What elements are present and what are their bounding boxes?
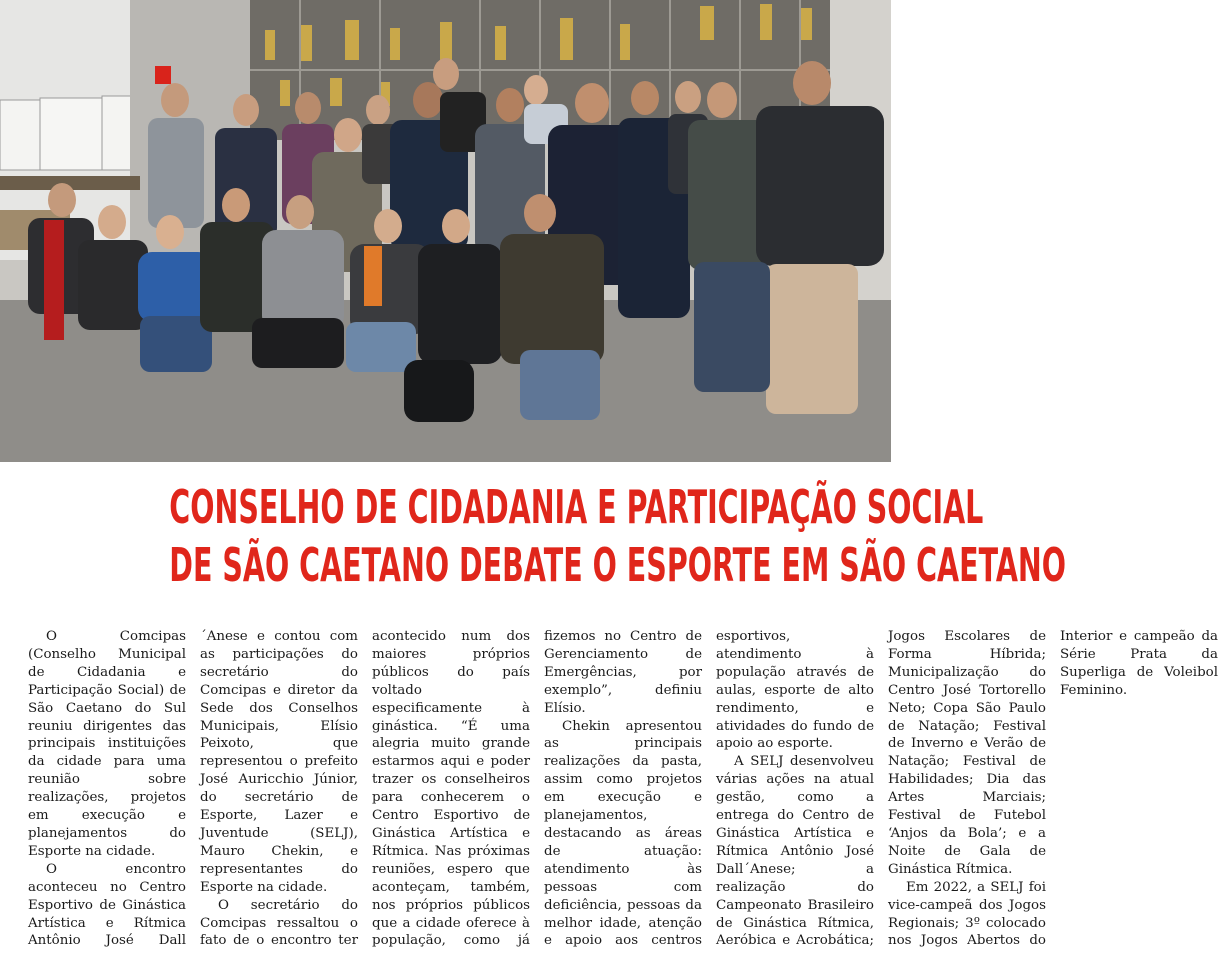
article-paragraph: O Comcipas (Conselho Municipal de Cidadania e Participação Social) de São Caetano do Sul reuniu dirigentes das principais instituições da cidade para uma reunião sobre realizações, projetos em execução e planejamentos do Esporte na cidade. [28, 629, 186, 859]
group-photo [0, 0, 891, 462]
headline-line-1: CONSELHO DE CIDADANIA E PARTICIPAÇÃO SOCIAL [169, 480, 984, 534]
article-paragraph: A SELJ desenvolveu várias ações na atual gestão, como a entrega do Centro de Ginástica Artística e Rítmica Antônio José Dall´Anese; a realização do Campeonato Brasileiro de Ginástica Rítmica, Aeróbica e Acrobática; Jogos Escolares de Forma Híbrida; Municipalização do Centro José Tortorello Neto; Copa São Paulo de Natação; Festival de Inverno e Verão de Natação; Festival de Habilidades; Dia das Artes Marciais; Festival de Futebol ‘Anjos da Bola’; e a Noite de Gala de Ginástica Rítmica. [716, 629, 1046, 949]
article-paragraph: O secretário do Comcipas ressaltou o fato de o encontro ter acontecido num dos maiores próprios públicos do país voltado especificamente à ginástica. “É uma alegria muito grande estarmos aqui e poder trazer os conselheiros para conhecerem o Centro Esportivo de Ginástica Artística e Rítmica. Nas próximas reuniões, espero que aconteçam, também, nos próprios públicos que a cidade oferece à população, como já fizemos no Centro de Gerenciamento de Emergências, por exemplo”, definiu Elísio. [200, 629, 702, 949]
group-photo-illustration [0, 0, 891, 462]
article-paragraph: Chekin apresentou as principais realizações da pasta, assim como projetos em execução e planejamentos, destacando as áreas de atuação: atendimento às pessoas com deficiência, pessoas da melhor idade, atenção e apoio aos centros esportivos, atendimento à população através de aulas, esporte de alto rendimento, e atividades do fundo de apoio ao esporte. [544, 629, 874, 949]
article-paragraph: Em 2022, a SELJ foi vice-campeã dos Jogos Regionais; 3º colocado nos Jogos Abertos do Interior e campeão da Série Prata da Superliga de Voleibol Feminino. [888, 629, 1218, 949]
article-body [28, 628, 1218, 956]
headline [169, 478, 1067, 594]
article-paragraph: O encontro aconteceu no Centro Esportivo de Ginástica Artística e Rítmica Antônio José Dall´Anese e contou com as participações do secretário do Comcipas e diretor da Sede dos Conselhos Municipais, Elísio Peixoto, que representou o prefeito José Auricchio Júnior, do secretário de Esporte, Lazer e Juventude (SELJ), Mauro Chekin, e representantes do Esporte na cidade. [28, 629, 358, 949]
headline-line-2: DE SÃO CAETANO DEBATE O ESPORTE EM SÃO CAETANO [169, 538, 1067, 592]
